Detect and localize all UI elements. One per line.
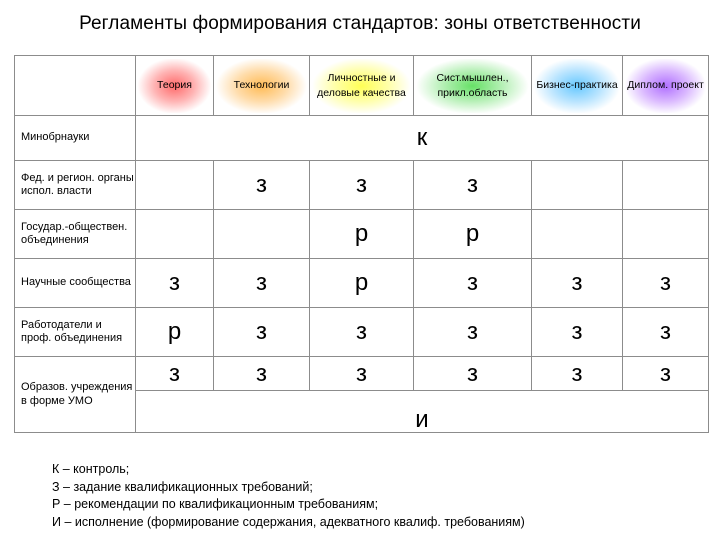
table-cell: р (136, 308, 214, 357)
table-cell (623, 161, 709, 210)
column-header-personal-qualities: Личностные и деловые качества (310, 56, 414, 116)
table-cell: з (214, 308, 310, 357)
table-cell: з (532, 308, 623, 357)
table-cell: з (532, 259, 623, 308)
table-cell (136, 210, 214, 259)
row-label: Фед. и регион. органы испол. власти (15, 161, 136, 210)
legend (52, 461, 525, 531)
column-header-systems-thinking: Сист.мышлен., прикл.область (414, 56, 532, 116)
table-cell: з (136, 357, 214, 391)
row-label: Образов. учреждения в форме УМО (15, 357, 136, 433)
legend-item: И – исполнение (формирование содержания, адекватного квалиф. требованиям) (52, 514, 525, 529)
table-row (15, 259, 709, 308)
table-row (15, 357, 709, 391)
table-cell: з (414, 161, 532, 210)
table-cell: р (414, 210, 532, 259)
table-cell: з (310, 357, 414, 391)
legend-item: Р – рекомендации по квалификационным требованиям; (52, 497, 379, 511)
table-cell: з (310, 161, 414, 210)
table-cell: з (214, 259, 310, 308)
table-row (15, 308, 709, 357)
table-cell: р (310, 259, 414, 308)
table-cell (136, 161, 214, 210)
legend-item: К – контроль; (52, 462, 130, 476)
column-header-theory: Теория (136, 56, 214, 116)
table-cell: з (623, 357, 709, 391)
corner-cell (15, 56, 136, 116)
table-cell: з (214, 161, 310, 210)
row-label: Государ.-обществен. объединения (15, 210, 136, 259)
table-cell: з (214, 357, 310, 391)
table-cell: з (623, 259, 709, 308)
table-row (15, 210, 709, 259)
table-cell: з (136, 259, 214, 308)
table-cell (532, 210, 623, 259)
execution-mark: и (136, 391, 709, 433)
row-label: Минобрнауки (15, 116, 136, 161)
row-label: Работодатели и проф. объединения (15, 308, 136, 357)
column-header-business-practice: Бизнес-практика (532, 56, 623, 116)
table-cell: з (414, 308, 532, 357)
row-label: Научные сообщества (15, 259, 136, 308)
legend-item: З – задание квалификационных требований; (52, 479, 313, 494)
slide-title: Регламенты формирования стандартов: зоны ответственности (79, 13, 641, 34)
table-cell (623, 210, 709, 259)
table-row (15, 161, 709, 210)
table-cell: з (414, 357, 532, 391)
table-cell: р (310, 210, 414, 259)
table-cell: з (414, 259, 532, 308)
table-cell: з (623, 308, 709, 357)
table-cell (214, 210, 310, 259)
column-header-diploma-project: Диплом. проект (623, 56, 709, 116)
responsibility-table (14, 55, 709, 433)
control-mark: к (136, 116, 709, 161)
header-row (15, 56, 709, 116)
table-row (15, 116, 709, 161)
table-cell (532, 161, 623, 210)
table-cell: з (310, 308, 414, 357)
table-cell: з (532, 357, 623, 391)
column-header-technologies: Технологии (214, 56, 310, 116)
